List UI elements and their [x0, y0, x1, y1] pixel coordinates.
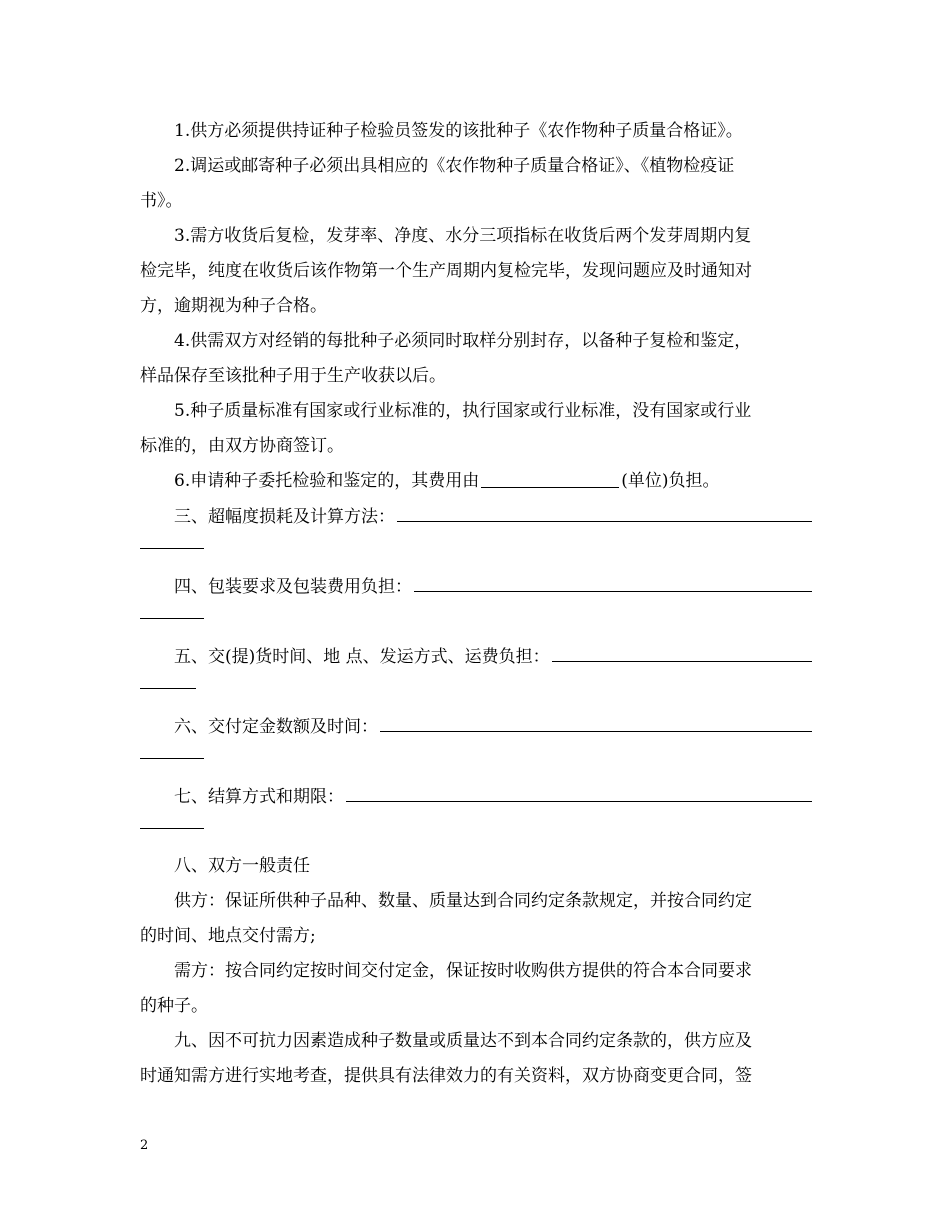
supplier-duty-line-1: 供方：保证所供种子品种、数量、质量达到合同约定条款规定，并按合同约定	[174, 891, 752, 911]
clause-1: 1.供方必须提供持证种子检验员签发的该批种子《农作物种子质量合格证》。	[174, 121, 743, 141]
clause-3-line-3: 方，逾期视为种子合格。	[140, 296, 327, 316]
section-7-label: 七、结算方式和期限：	[174, 787, 344, 807]
clause-4-line-1: 4.供需双方对经销的每批种子必须同时取样分别封存，以备种子复检和鉴定，	[174, 331, 752, 351]
clause-2-line-1: 2.调运或邮寄种子必须出具相应的《农作物种子质量合格证》、《植物检疫证	[174, 156, 735, 176]
page-number: 2	[140, 1138, 149, 1153]
section-9-line-2: 时通知需方进行实地考查，提供具有法律效力的有关资料，双方协商变更合同，签	[140, 1066, 752, 1086]
payer-blank[interactable]	[481, 469, 619, 488]
section-3-label: 三、超幅度损耗及计算方法：	[174, 507, 395, 527]
section-6-blank-cont[interactable]	[140, 744, 204, 759]
section-7-blank[interactable]	[346, 779, 812, 802]
clause-6	[140, 464, 812, 499]
supplier-duty-line-2: 的时间、地点交付需方;	[140, 926, 316, 946]
section-7	[140, 779, 812, 814]
section-7-blank-cont[interactable]	[140, 814, 204, 829]
buyer-duty-line-1: 需方：按合同约定按时间交付定金，保证按时收购供方提供的符合本合同要求	[174, 961, 752, 981]
clause-3-line-1: 3.需方收货后复检，发芽率、净度、水分三项指标在收货后两个发芽周期内复	[174, 226, 752, 246]
clause-2-line-2: 书》。	[140, 191, 183, 211]
section-3-blank[interactable]	[397, 499, 812, 522]
section-5-label: 五、交(提)货时间、地 点、发运方式、运费负担：	[174, 647, 550, 667]
section-3-blank-cont[interactable]	[140, 534, 204, 549]
clause-4-line-2: 样品保存至该批种子用于生产收获以后。	[140, 366, 446, 386]
section-9-line-1: 九、因不可抗力因素造成种子数量或质量达不到本合同约定条款的，供方应及	[174, 1031, 752, 1051]
buyer-duty-line-2: 的种子。	[140, 996, 208, 1016]
clause-5-line-1: 5.种子质量标准有国家或行业标准的，执行国家或行业标准，没有国家或行业	[174, 401, 752, 421]
section-3	[140, 499, 812, 534]
section-5	[140, 639, 812, 674]
section-6-blank[interactable]	[380, 709, 812, 732]
clause-6-suffix: (单位)负担。	[621, 471, 720, 491]
clause-5-line-2: 标准的，由双方协商签订。	[140, 436, 344, 456]
section-4	[140, 569, 812, 604]
section-8-heading: 八、双方一般责任	[174, 856, 310, 876]
section-6-label: 六、交付定金数额及时间：	[174, 717, 378, 737]
section-6	[140, 709, 812, 744]
section-4-blank-cont[interactable]	[140, 604, 204, 619]
section-4-label: 四、包装要求及包装费用负担：	[174, 577, 412, 597]
section-4-blank[interactable]	[414, 569, 812, 592]
clause-3-line-2: 检完毕，纯度在收货后该作物第一个生产周期内复检完毕，发现问题应及时通知对	[140, 261, 752, 281]
section-5-blank[interactable]	[552, 639, 812, 662]
clause-6-text: 6.申请种子委托检验和鉴定的，其费用由	[174, 471, 480, 491]
section-5-blank-cont[interactable]	[140, 674, 196, 689]
contract-body	[140, 114, 812, 1094]
